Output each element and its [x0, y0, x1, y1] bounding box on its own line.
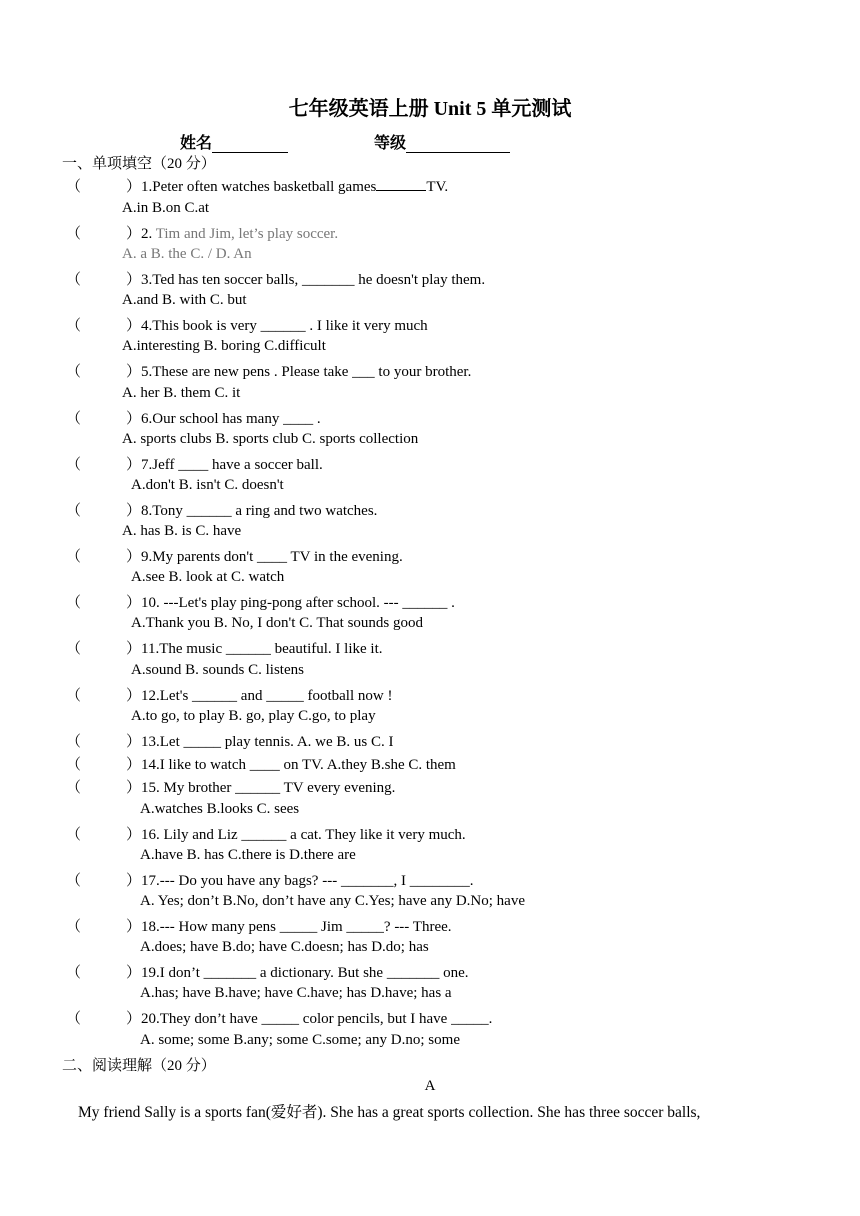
- question-8: （ ）8.Tony ______ a ring and two watches.: [66, 503, 378, 519]
- question-text: 11.The music ______ beautiful. I like it.: [141, 641, 383, 657]
- question-text: 9.My parents don't ____ TV in the evening.: [141, 549, 403, 565]
- question-12: （ ）12.Let's ______ and _____ football now !: [66, 688, 393, 704]
- question-20: （ ）20.They don’t have _____ color pencils, but I have _____.: [66, 1011, 493, 1027]
- question-1: （ ）1.Peter often watches basketball games TV.: [66, 175, 448, 196]
- question-3: （ ）3.Ted has ten soccer balls, _______ he doesn't play them.: [66, 272, 486, 288]
- page-title: 七年级英语上册 Unit 5 单元测试: [288, 98, 572, 120]
- question-14: （ ）14.I like to watch ____ on TV. A.they B.she C. them: [66, 757, 456, 773]
- question-2-options: A. a B. the C. / D. An: [122, 246, 252, 262]
- question-19: （ ）19.I don’t _______ a dictionary. But she _______ one.: [66, 965, 469, 981]
- name-label: 姓名: [180, 135, 213, 152]
- grade-label: 等级: [374, 135, 407, 152]
- question-17-options: A. Yes; don’t B.No, don’t have any C.Yes; have any D.No; have: [140, 893, 525, 909]
- question-9-options: A.see B. look at C. watch: [131, 569, 285, 585]
- question-11: （ ）11.The music ______ beautiful. I like it.: [66, 641, 383, 657]
- question-text: 18.--- How many pens _____ Jim _____? --- Three.: [141, 919, 452, 935]
- answer-blank[interactable]: [376, 176, 426, 191]
- name-grade-row: [180, 130, 510, 153]
- question-text: 3.Ted has ten soccer balls, _______ he doesn't play them.: [141, 272, 486, 288]
- question-15: （ ）15. My brother ______ TV every evening.: [66, 780, 396, 796]
- question-text: 4.This book is very ______ . I like it very much: [141, 318, 428, 334]
- question-7: （ ）7.Jeff ____ have a soccer ball.: [66, 457, 323, 473]
- question-text: 6.Our school has many ____ .: [141, 411, 321, 427]
- question-text: Tim and Jim, let’s play soccer.: [155, 226, 339, 242]
- question-text: 7.Jeff ____ have a soccer ball.: [141, 457, 323, 473]
- question-16: （ ）16. Lily and Liz ______ a cat. They like it very much.: [66, 827, 466, 843]
- question-text: 17.--- Do you have any bags? --- _______, I ________.: [141, 873, 474, 889]
- question-18-options: A.does; have B.do; have C.doesn; has D.do; has: [140, 939, 429, 955]
- section-2-heading: 二、阅读理解（20 分）: [62, 1058, 216, 1074]
- question-8-options: A. has B. is C. have: [122, 523, 242, 539]
- section-1-heading: 一、单项填空（20 分）: [62, 156, 216, 172]
- question-15-options: A.watches B.looks C. sees: [140, 801, 300, 817]
- question-17: （ ）17.--- Do you have any bags? --- _______, I ________.: [66, 873, 474, 889]
- question-20-options: A. some; some B.any; some C.some; any D.no; some: [140, 1032, 460, 1048]
- question-6-options: A. sports clubs B. sports club C. sports collection: [122, 431, 419, 447]
- question-11-options: A.sound B. sounds C. listens: [131, 662, 304, 678]
- question-2: （ ）2. Tim and Jim, let’s play soccer.: [66, 226, 339, 242]
- question-text: 13.Let _____ play tennis. A. we B. us C. I: [141, 734, 394, 750]
- question-7-options: A.don't B. isn't C. doesn't: [131, 477, 284, 493]
- question-6: （ ）6.Our school has many ____ .: [66, 411, 321, 427]
- question-10-options: A.Thank you B. No, I don't C. That sounds good: [131, 615, 424, 631]
- question-13: （ ）13.Let _____ play tennis. A. we B. us C. I: [66, 734, 394, 750]
- reading-passage-text: My friend Sally is a sports fan(爱好者). She has a great sports collection. She has three soccer balls,: [78, 1104, 701, 1121]
- question-text: 5.These are new pens . Please take ___ to your brother.: [141, 364, 472, 380]
- question-5-options: A. her B. them C. it: [122, 385, 241, 401]
- question-12-options: A.to go, to play B. go, play C.go, to play: [131, 708, 376, 724]
- reading-passage-label: A: [424, 1078, 436, 1094]
- question-18: （ ）18.--- How many pens _____ Jim _____? --- Three.: [66, 919, 452, 935]
- name-blank[interactable]: [212, 136, 288, 153]
- question-text: 20.They don’t have _____ color pencils, but I have _____.: [141, 1011, 493, 1027]
- question-text: 10. ---Let's play ping-pong after school. --- ______ .: [141, 595, 455, 611]
- question-10: （ ）10. ---Let's play ping-pong after school. --- ______ .: [66, 595, 455, 611]
- question-3-options: A.and B. with C. but: [122, 292, 247, 308]
- question-4: （ ）4.This book is very ______ . I like it very much: [66, 318, 428, 334]
- question-5: （ ）5.These are new pens . Please take ___ to your brother.: [66, 364, 472, 380]
- question-text: 15. My brother ______ TV every evening.: [141, 780, 396, 796]
- question-text: 14.I like to watch ____ on TV. A.they B.she C. them: [141, 757, 456, 773]
- question-text: 12.Let's ______ and _____ football now !: [141, 688, 393, 704]
- question-16-options: A.have B. has C.there is D.there are: [140, 847, 356, 863]
- question-4-options: A.interesting B. boring C.difficult: [122, 338, 326, 354]
- question-9: （ ）9.My parents don't ____ TV in the evening.: [66, 549, 403, 565]
- question-19-options: A.has; have B.have; have C.have; has D.have; has a: [140, 985, 452, 1001]
- question-text: 19.I don’t _______ a dictionary. But she _______ one.: [141, 965, 469, 981]
- question-1-options: A.in B.on C.at: [122, 200, 210, 216]
- question-text: 8.Tony ______ a ring and two watches.: [141, 503, 378, 519]
- grade-blank[interactable]: [406, 136, 510, 153]
- question-text: 1.Peter often watches basketball games: [141, 179, 377, 195]
- question-text: 16. Lily and Liz ______ a cat. They like it very much.: [141, 827, 466, 843]
